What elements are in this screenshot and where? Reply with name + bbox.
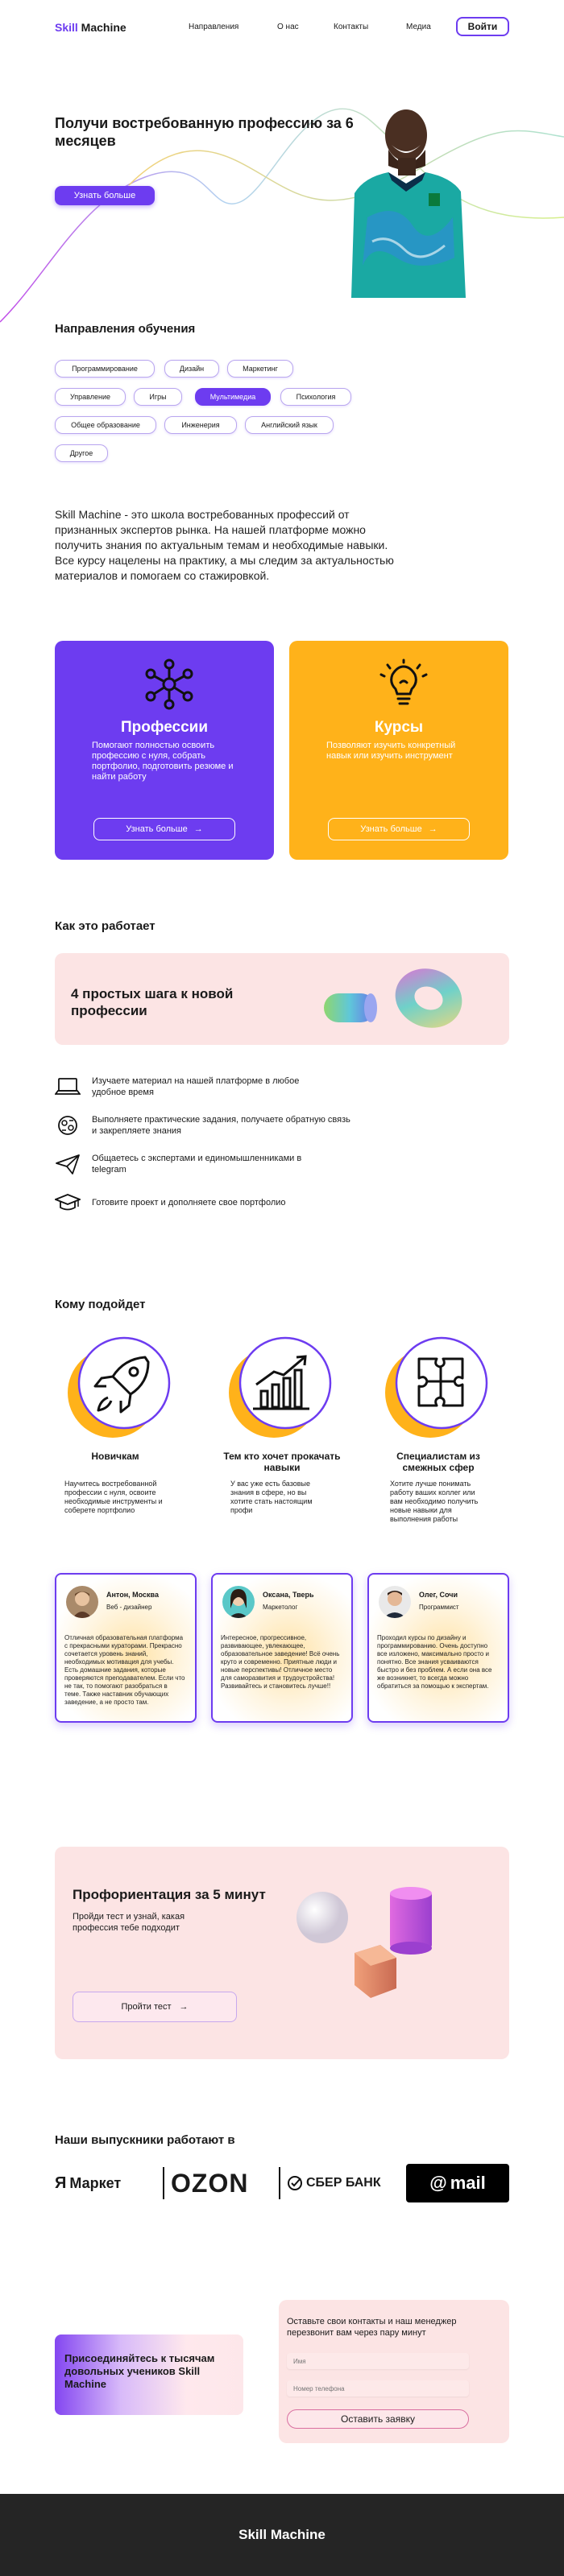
callback-form [279, 2300, 509, 2443]
yandex-market-logo: Я Маркет [55, 2174, 122, 2192]
tag-psychology[interactable]: Психология [280, 388, 351, 406]
how-step: Общаетесь с экспертами и единомышленниками в telegram [55, 1153, 334, 1175]
how-step: Выполняете практические задания, получаете обратную связь и закрепляете знания [55, 1114, 358, 1137]
career-test-subtitle: Пройди тест и узнай, какая профессия тебе подходит [73, 1912, 185, 1933]
review-role: Программист [419, 1604, 459, 1611]
review-role: Маркетолог [263, 1604, 298, 1611]
how-step: Изучаете материал на нашей платформе в любое удобное время [55, 1075, 309, 1098]
hero-person-image [348, 97, 469, 298]
review-author: Оксана, Тверь [263, 1591, 314, 1599]
chart-growth-icon [229, 1335, 335, 1441]
career-test-banner [55, 1847, 509, 2059]
audience-item-desc: Хотите лучше понимать работу ваших коллег или вам необходимо получить новые навыки для выполнения работы [390, 1480, 479, 1523]
tag-general-education[interactable]: Общее образование [55, 416, 156, 434]
courses-learn-more-button[interactable]: Узнать больше → [328, 818, 470, 840]
avatar [66, 1586, 98, 1618]
join-title: Присоединяйтесь к тысячам довольных учеников Skill Machine [64, 2352, 215, 2390]
network-icon [143, 658, 195, 710]
tag-english[interactable]: Английский язык [245, 416, 334, 434]
professions-card[interactable] [55, 641, 274, 860]
audience-item-title: Тем кто хочет прокачать навыки [223, 1451, 341, 1473]
audience-item-desc: У вас уже есть базовые знания в сфере, но вы хотите стать настоящим профи [230, 1480, 313, 1514]
submit-request-button[interactable]: Оставить заявку [287, 2409, 469, 2429]
audience-title: Кому подойдет [55, 1298, 146, 1311]
arrow-right-icon: → [179, 2002, 189, 2012]
courses-card[interactable] [289, 641, 508, 860]
3d-shapes-decor [321, 960, 482, 1040]
partner-divider [279, 2167, 280, 2199]
card-title: Профессии [120, 719, 209, 736]
avatar [379, 1586, 411, 1618]
directions-title: Направления обучения [55, 322, 196, 336]
footer [0, 2494, 564, 2576]
tag-design[interactable]: Дизайн [164, 360, 219, 378]
rocket-icon [68, 1335, 174, 1441]
ozon-logo: OZON [171, 2168, 249, 2198]
nav-item-about[interactable]: О нас [277, 23, 299, 31]
join-banner [55, 2334, 243, 2415]
tag-games[interactable]: Игры [134, 388, 182, 406]
card-description: Позволяют изучить конкретный навык или изучить инструмент [326, 741, 456, 761]
audience-item-title: Специалистам из смежных сфер [396, 1451, 480, 1473]
sber-check-icon [287, 2175, 303, 2191]
nav-item-contacts[interactable]: Контакты [334, 23, 369, 31]
login-button[interactable]: Войти [456, 17, 509, 36]
how-step: Готовите проект и дополняете свое портфолио [55, 1191, 358, 1214]
tag-management[interactable]: Управление [55, 388, 126, 406]
partner-divider [163, 2167, 164, 2199]
avatar [222, 1586, 255, 1618]
mail-logo: @ mail [406, 2164, 509, 2202]
review-author: Олег, Сочи [419, 1591, 458, 1599]
hero-title: Получи востребованную профессию за 6 месяцев [55, 115, 354, 149]
tag-marketing[interactable]: Маркетинг [227, 360, 293, 378]
how-title: Как это работает [55, 919, 156, 933]
yandex-logo-icon: Я [55, 2174, 67, 2192]
lightbulb-icon [378, 658, 429, 710]
take-test-button[interactable]: Пройти тест → [73, 1992, 237, 2022]
nav-item-media[interactable]: Медиа [406, 23, 431, 31]
partners-title: Наши выпускники работают в [55, 2133, 235, 2147]
audience-item-desc: Научитесь востребованной профессии с нуля, освоите необходимые инструменты и соберете портфолио [64, 1480, 163, 1514]
review-text: Проходил курсы по дизайну и программированию. Очень доступно все изложено, максимально просто и понятно. Все знания усваиваются быстро и без проблем. А если она все же возникнет, то всегда можно обратиться за помощью к экспертам. [377, 1634, 492, 1690]
professions-learn-more-button[interactable]: Узнать больше → [93, 818, 235, 840]
at-sign-icon: @ [429, 2173, 447, 2193]
review-card [211, 1573, 353, 1723]
laptop-icon [55, 1075, 81, 1098]
review-card [55, 1573, 197, 1723]
review-text: Интересное, прогрессивное, развивающее, увлекающее, образовательное заведение! Всё очень круто и современно. Приятные люди и новые перспективы! Отличное место для саморазвития и трудоустройства! Развивайтесь и становитесь лучше!! [221, 1634, 340, 1690]
tag-engineering[interactable]: Инженерия [164, 416, 237, 434]
about-text: Skill Machine - это школа востребованных профессий от признанных экспертов рынка. На нашей платформе можно получить знания по актуальным темам и необходимые навыки. Все курсу нацелены на практику, а мы следим за актуальностью материалов и помогаем со стажировкой. [55, 508, 394, 582]
sberbank-logo: СБЕР БАНК [287, 2164, 392, 2202]
career-test-title: Профориентация за 5 минут [73, 1887, 266, 1902]
name-input[interactable] [287, 2353, 469, 2369]
puzzle-icon [385, 1335, 491, 1441]
brain-gears-icon [55, 1114, 81, 1137]
card-description: Помогают полностью освоить профессию с нуля, собрать портфолио, подготовить резюме и найти работу [92, 741, 234, 782]
phone-input[interactable] [287, 2380, 469, 2396]
review-card [367, 1573, 509, 1723]
review-author: Антон, Москва [106, 1591, 159, 1599]
how-banner-title: 4 простых шага к новой профессии [71, 986, 234, 1018]
arrow-right-icon: → [428, 824, 438, 834]
audience-item-title: Новичкам [91, 1451, 139, 1462]
review-role: Веб - дизайнер [106, 1604, 152, 1611]
tag-multimedia[interactable]: Мультимедиа [195, 388, 271, 406]
nav-item-directions[interactable]: Направления [189, 23, 239, 31]
arrow-right-icon: → [193, 824, 203, 834]
review-text: Отличная образовательная платформа с прекрасными кураторами. Прекрасно сочетается уровень знаний, необходимых мотивация для учебы. Есть домашние задания, которые проверяются преподавателем. Если что не так, то помогают разобраться в теме. Также наставник обучающих заведение, а не просто там. [64, 1634, 185, 1706]
paper-plane-icon [55, 1153, 81, 1175]
tag-programming[interactable]: Программирование [55, 360, 155, 378]
card-title: Курсы [374, 719, 424, 736]
3d-shapes-decor [297, 1887, 458, 2032]
tag-other[interactable]: Другое [55, 444, 108, 462]
graduation-cap-icon [55, 1191, 81, 1214]
callback-form-title: Оставьте свои контакты и наш менеджер перезвонит вам через пару минут [287, 2317, 457, 2338]
footer-logo: Skill Machine [238, 2527, 326, 2542]
hero-learn-more-button[interactable]: Узнать больше [55, 186, 155, 205]
how-banner [55, 953, 509, 1045]
logo[interactable]: Skill Machine [55, 21, 126, 34]
